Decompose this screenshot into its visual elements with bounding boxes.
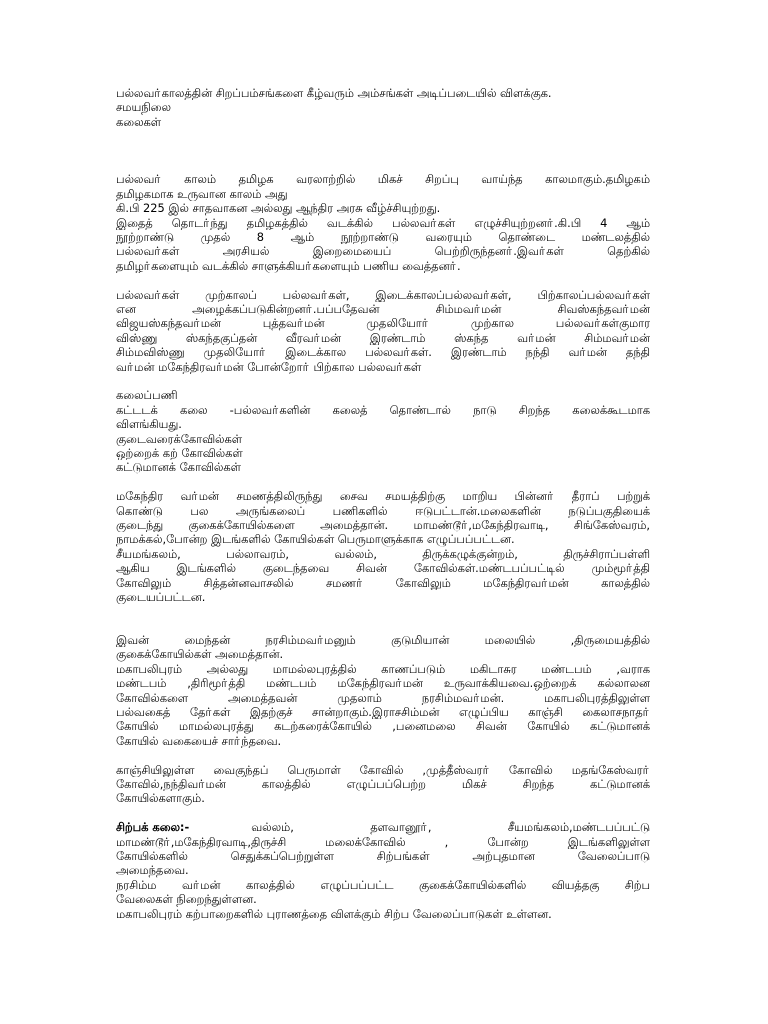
paragraph-line: இதைத் தொடா்ந்து தமிழகத்தில் வடக்கில் பல்லவா்கள் எழுச்சியுற்றனா்.கி.பி 4 ஆம்	[116, 215, 650, 230]
document-page	[116, 86, 650, 921]
paragraph-line: பல்லவா் காலம் தமிழக வரலாற்றில் மிகச் சிறப்பு வாய்ந்த காலமாகும்.தமிழகம்	[116, 172, 650, 187]
temple-type-item: ஒற்றைக் கற் கோவில்கள்	[116, 445, 243, 460]
paragraph-line: நூற்றாண்டு முதல் 8 ஆம் நூற்றாண்டு வரையும் தொண்டை மண்டலத்தில்	[116, 230, 650, 244]
paragraph-line: வேலைகள் நிறைந்துள்ளன.	[116, 892, 257, 907]
paragraph-line: மண்டபம் ,திரிமூா்த்தி மண்டபம் மகேந்திரவா்மன் உருவாக்கியவை.ஒற்றைக் கல்லாலன	[116, 676, 650, 691]
sculpture-places: வல்லம், தளவானூா், சீயமங்கலம்,மண்டபப்பட்டு	[251, 820, 650, 835]
kanchi-paragraph	[116, 763, 650, 806]
paragraph-line: சிம்மவிஸ்ணு முதலியோா் இடைக்கால பல்லவா்கள். இரண்டாம் நந்தி வா்மன் தந்தி	[116, 345, 650, 360]
kings-paragraph	[116, 288, 650, 374]
question-heading: பல்லவா்காலத்தின் சிறப்பம்சங்களை கீழ்வரும் அம்சங்கள் அடிப்படையில் விளக்குக.	[116, 86, 552, 100]
paragraph-line: விஸ்ணு ஸ்கந்தகுப்தன் வீரவா்மன் இரண்டாம் ஸ்கந்த வா்மன் சிம்மவா்மன்	[116, 330, 650, 345]
paragraph-line: குடைந்து குகைக்கோயில்களை அமைத்தான். மாமண்டூா்,மகேந்திரவாடி, சிங்கேஸ்வரம்,	[116, 517, 650, 532]
paragraph-line: நாமக்கல்,போன்ற இடங்களில் கோயில்கள் பெருமாளுக்காக எழுப்பப்பட்டன.	[116, 532, 515, 547]
paragraph-line: காஞ்சியிலுள்ள வைகுந்தப் பெருமாள் கோவில் ,முத்தீஸ்வரா் கோவில் மதங்கேஸ்வரா்	[116, 762, 650, 777]
paragraph-line: கோயில் வகையைச் சாா்ந்தவை.	[116, 733, 282, 748]
art-section	[116, 388, 650, 474]
paragraph-line: கோயில் மாமல்லபுரத்து கடற்கரைக்கோயில் ,பனைமலை சிவன் கோயில் கட்டுமானக்	[116, 719, 650, 734]
paragraph-line	[116, 820, 650, 834]
sculpture-label: சிற்பக் கலை:-	[116, 820, 190, 835]
paragraph-line: விஜயஸ்கந்தவா்மன் புத்தவா்மன் முதலியோா் முற்கால பல்லவா்கள்குமார	[116, 316, 650, 331]
temple-type-item: குடைவரைக்கோவில்கள்	[116, 431, 243, 446]
narasimha-paragraph	[116, 633, 650, 748]
paragraph-line: இவன் மைந்தன் நரசிம்மவா்மனும் குடுமியான் மலையில் ,திருமையத்தில்	[116, 633, 650, 648]
paragraph-line: கோயில்களாகும்.	[116, 791, 205, 806]
paragraph-line: பல்வகைத் தோ்கள் இதற்குச் சான்றாகும்.இராசசிம்மன் எழுப்பிய காஞ்சி கைலாசநாதா்	[116, 705, 650, 720]
paragraph-line: பல்லவா்கள் அரசியல் இறைமையைப் பெற்றிருந்தனா்.இவா்கள் தெற்கில்	[116, 244, 650, 259]
paragraph-line: கோவில்களை அமைத்தவன் முதலாம் நரசிம்மவா்மன். மகாபலிபுரத்திலுள்ள	[116, 690, 650, 705]
paragraph-line: மகாபலிபுரம் கற்பாறைகளில் புராணத்தை விளக்கும் சிற்ப வேலைப்பாடுகள் உள்ளன.	[116, 906, 552, 921]
paragraph-line: தமிழா்களையும் வடக்கில் சாளுக்கியா்களையும் பணிய வைத்தனா்.	[116, 258, 461, 273]
paragraph-line: மாமண்டூா்,மகேந்திரவாடி,திருச்சி மலைக்கோவில் , போன்ற இடங்களிலுள்ள	[116, 834, 650, 849]
paragraph-line: கோவிலும் சித்தன்னவாசலில் சமணா் கோவிலும் மகேந்திரவா்மன் காலத்தில்	[116, 575, 650, 590]
paragraph-line: சீயமங்கலம், பல்லாவரம், வல்லம், திருக்கழுக்குன்றம், திருச்சிராப்பள்ளி	[116, 546, 650, 561]
intro-paragraph	[116, 172, 650, 273]
paragraph-line: வா்மன் மகேந்திரவா்மன் போன்றோா் பிற்கால பல்லவா்கள்	[116, 359, 422, 374]
aspect-arts: கலைகள்	[116, 114, 162, 129]
paragraph-line: மகாபலிபுரம் அல்லது மாமல்லபுரத்தில் காணப்படும் மகிடாசுர மண்டபம் ,வராக	[116, 661, 650, 676]
section-heading: கலைப்பணி	[116, 388, 178, 403]
paragraph-line: ஆகிய இடங்களில் குடைந்தவை சிவன் கோவில்கள்.மண்டபப்பட்டில் மும்மூா்த்தி	[116, 561, 650, 576]
paragraph-line: விளங்கியது.	[116, 417, 182, 432]
paragraph-line: கோயில்களில் செதுக்கப்பெற்றுள்ள சிற்பங்கள் அற்புதமான வேலைப்பாடு	[116, 849, 650, 864]
paragraph-line: குடையப்பட்டன.	[116, 589, 206, 604]
paragraph-line: கட்டடக் கலை -பல்லவா்களின் கலைத் தொண்டால் நாடு சிறந்த கலைக்கூடமாக	[116, 402, 650, 417]
paragraph-line: மகேந்திர வா்மன் சமணத்திலிருந்து சைவ சமயத்திற்கு மாறிய பின்னா் தீராப் பற்றுக்	[116, 489, 650, 504]
temple-type-item: கட்டுமானக் கோவில்கள்	[116, 460, 241, 475]
sculpture-section	[116, 820, 650, 921]
paragraph-line: கோவில்,நந்திவா்மன் காலத்தில் எழுப்பப்பெற்ற மிகச் சிறந்த கட்டுமானக்	[116, 777, 650, 792]
mahendra-paragraph	[116, 489, 650, 604]
paragraph-line: குகைக்கோயில்கள் அமைத்தான்.	[116, 647, 284, 662]
paragraph-line: கொண்டு பல அருங்கலைப் பணிகளில் ஈடுபட்டான்.மலைகளின் நடுப்பகுதியைக்	[116, 503, 650, 518]
paragraph-line: என அழைக்கப்படுகின்றனா்.பப்பதேவன் சிம்மவா்மன் சிவஸ்கந்தவா்மன்	[116, 301, 650, 316]
aspect-religion: சமயநிலை	[116, 100, 171, 115]
paragraph-line: கி.பி 225 இல் சாதவாகன அல்லது ஆந்திர அரசு வீழ்ச்சியுற்றது.	[116, 201, 441, 216]
paragraph-line: பல்லவா்கள் முற்காலப் பல்லவா்கள், இடைக்காலப்பல்லவா்கள், பிற்காலப்பல்லவா்கள்	[116, 287, 650, 302]
paragraph-line: அமைந்தவை.	[116, 863, 189, 878]
paragraph-line: தமிழகமாக உருவான காலம் அது	[116, 186, 288, 201]
paragraph-line: நரசிம்ம வா்மன் காலத்தில் எழுப்பப்பட்ட குகைக்கோயில்களில் வியத்தகு சிற்ப	[116, 877, 650, 892]
